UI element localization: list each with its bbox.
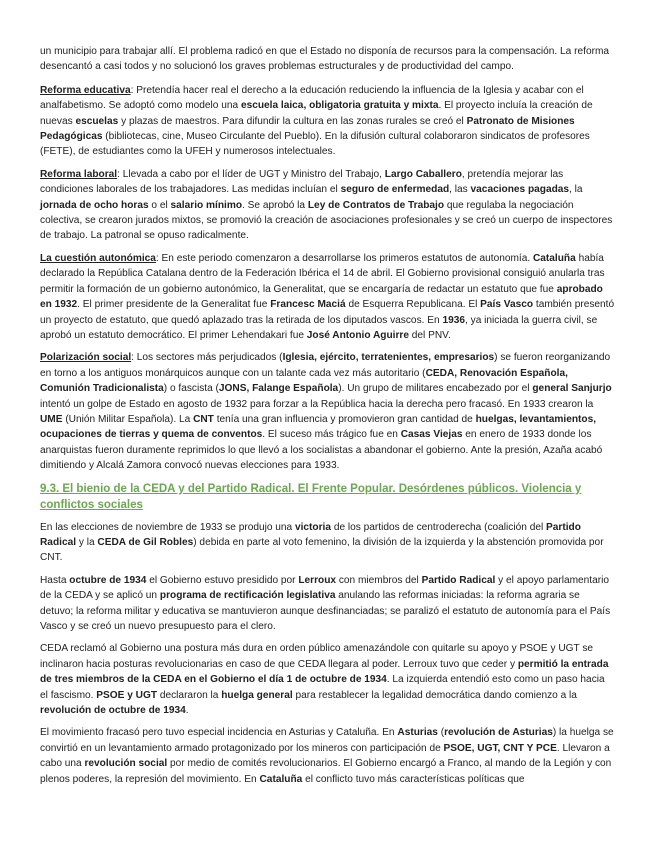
text-run: y la bbox=[76, 536, 98, 548]
bold-text: Patronato de Misiones Pedagógicas bbox=[40, 115, 575, 143]
bold-text: UME bbox=[40, 413, 63, 425]
bold-text: País Vasco bbox=[480, 299, 534, 311]
text-run: : Llevada a cabo por el líder de UGT y Ministro del Trabajo, bbox=[117, 168, 385, 180]
bold-text: escuelas bbox=[75, 115, 119, 127]
bold-text: vacaciones pagadas bbox=[470, 184, 570, 196]
bold-text: huelga general bbox=[221, 689, 293, 701]
paragraph-social-polarization bbox=[40, 350, 615, 473]
text-run: anulando las reformas iniciadas: la reforma agraria se detuvo; la reforma militar y educativa se mantuvieron aunque desfinanciadas; se paralizó el estatuto de autonomía para el País Vasco y se creó un nuevo presupuesto para el clero. bbox=[40, 590, 611, 632]
text-run: que regulaba la negociación colectiva, se crearon jurados mixtos, se promovió la creación de asociaciones profesionales y se creó un cuerpo de inspectores de trabajo. La patronal se opuso radicalmente. bbox=[40, 199, 613, 242]
text-run: ( bbox=[437, 727, 445, 739]
text-run: . Se aprobó la bbox=[242, 199, 308, 211]
bold-text: programa de rectificación legislativa bbox=[159, 590, 336, 602]
bold-text: Partido Radical bbox=[421, 574, 496, 586]
text-run: declararon la bbox=[157, 689, 222, 701]
text-run: y plazas de maestros. Para difundir la cultura en las zonas rurales se creó el bbox=[118, 115, 467, 127]
bold-text: CEDA de Gil Robles bbox=[97, 536, 194, 548]
bold-text: revolución de Asturias bbox=[444, 727, 553, 739]
bold-text: huelgas, levantamientos, ocupaciones de tierras y quema de conventos bbox=[40, 413, 597, 441]
bold-text: Asturias bbox=[397, 727, 438, 739]
text-run: , ya iniciada la guerra civil, se aprobó un estatuto democrático. El primer Lehendakari fue bbox=[40, 314, 598, 341]
text-run: , las bbox=[449, 184, 471, 196]
paragraph-ceda-entry bbox=[40, 641, 615, 718]
bold-text: victoria bbox=[294, 521, 332, 533]
bold-text: Ley de Contratos de Trabajo bbox=[307, 199, 445, 211]
paragraph-education-reform bbox=[40, 83, 615, 160]
bold-text: PSOE, UGT, CNT Y PCE bbox=[443, 742, 557, 754]
text-run: . El suceso más trágico fue en bbox=[262, 429, 401, 441]
text-run: (Unión Militar Española). La bbox=[62, 413, 194, 425]
bold-text: revolución de octubre de 1934 bbox=[40, 705, 186, 717]
text-run: había declarado la República Catalana dentro de la Federación Ibérica el 14 de abril. El Gobierno provisional consiguió anularla tras permitir la formación de un gobierno autonómico, la Generalitat, que se encargaría de redactar un estatuto que fue bbox=[40, 252, 605, 295]
text-run: por medio de comités revolucionarios. El Gobierno encargó a Franco, al mando de la Legión y con plenos poderes, la represión del movimiento. En bbox=[40, 758, 612, 785]
text-run: : Pretendía hacer real el derecho a la educación reduciendo la influencia de la Iglesia y acabar con el analfabetismo. Se adoptó como modelo una bbox=[40, 84, 584, 112]
bold-text: 1936 bbox=[442, 314, 465, 326]
text-run: ) o fascista ( bbox=[163, 383, 219, 395]
underlined-topic-label: Reforma laboral bbox=[40, 168, 118, 180]
paragraph-labor-reform bbox=[40, 167, 615, 244]
bold-text: aprobado en 1932 bbox=[40, 283, 603, 311]
text-run: ) se fueron reorganizando en torno a los antiguos monárquicos aunque con un talante cada vez más autoritario ( bbox=[40, 352, 611, 379]
bold-text: salario mínimo bbox=[170, 199, 243, 211]
section-heading: 9.3. El bienio de la CEDA y del Partido Radical. El Frente Popular. Desórdenes públicos. Violencia y conflictos sociales bbox=[40, 482, 582, 511]
paragraph-agrarian-end bbox=[40, 44, 615, 75]
text-run: de los partidos de centroderecha (coalición del bbox=[331, 521, 547, 533]
bold-text: seguro de enfermedad bbox=[340, 184, 450, 196]
text-run: también presentó un proyecto de estatuto, que quedó aplazado tras la retirada de los diputados vascos. En bbox=[40, 299, 615, 326]
text-run: un municipio para trabajar allí. El problema radicó en que el Estado no disponía de recursos para la compensación. La reforma desencantó a casi todos y no solucionó los graves problemas estructurales y de productividad del campo. bbox=[40, 46, 610, 73]
text-run: : En este periodo comenzaron a desarrollarse los primeros estatutos de autonomía. bbox=[155, 252, 533, 264]
text-run: el Gobierno estuvo presidido por bbox=[146, 574, 299, 586]
paragraph-autonomy-question bbox=[40, 251, 615, 343]
text-run: . El primer presidente de la Generalitat fue bbox=[77, 299, 271, 311]
bold-text: JONS, Falange Española bbox=[218, 383, 339, 395]
text-run: (bibliotecas, cine, Museo Circulante del Pueblo). En la difusión cultural colaboraron sindicatos de profesores (FETE), de estudiantes como la UFEH y numerosos intelectuales. bbox=[40, 131, 590, 158]
bold-text: PSOE y UGT bbox=[96, 689, 158, 701]
paragraph-lerroux-government bbox=[40, 573, 615, 635]
bold-text: permitió la entrada de tres miembros de la CEDA en el Gobierno el día 1 de octubre de 1934 bbox=[40, 658, 609, 686]
text-run: en enero de 1933 donde los anarquistas fueron duramente reprimidos lo que llevó a los socialistas a abandonar el gobierno. Ante la presión, Azaña acabó dimitiendo y Alcalá Zamora convocó nuevas elecciones para 1933. bbox=[40, 429, 603, 472]
text-run: y el apoyo parlamentario de la CEDA y se aplicó un bbox=[40, 574, 610, 602]
bold-text: José Antonio Aguirre bbox=[306, 329, 409, 341]
text-run: tenía una gran influencia y promovieron gran cantidad de bbox=[213, 413, 476, 425]
text-run: del PNV. bbox=[408, 329, 451, 341]
text-run: . El proyecto incluía la creación de nuevas bbox=[40, 100, 593, 127]
text-run: En las elecciones de noviembre de 1933 se produjo una bbox=[40, 521, 295, 533]
text-run: CEDA reclamó al Gobierno una postura más dura en orden público amenazándole con quitarle su apoyo y PSOE y UGT se inclinaron hacia posturas revolucionarias en caso de que CEDA llegara al poder. Lerroux tuvo que ceder y bbox=[40, 643, 594, 670]
text-run: Hasta bbox=[40, 574, 70, 586]
underlined-topic-label: Polarización social bbox=[40, 352, 132, 364]
text-run: . bbox=[185, 705, 189, 717]
text-run: el conflicto tuvo más características políticas que bbox=[302, 773, 525, 785]
text-run: de Esquerra Republicana. El bbox=[345, 299, 481, 311]
text-run: ). Un grupo de militares encabezado por el bbox=[338, 383, 533, 395]
bold-text: Iglesia, ejército, terratenientes, empresarios bbox=[282, 352, 495, 364]
text-run: para restablecer la legalidad democrática dando comienzo a la bbox=[292, 689, 577, 701]
underlined-topic-label: La cuestión autonómica bbox=[40, 252, 156, 264]
bold-text: octubre de 1934 bbox=[69, 574, 147, 586]
bold-text: Cataluña bbox=[259, 773, 303, 785]
text-run: o el bbox=[148, 199, 171, 211]
bold-text: CEDA, Renovación Española, Comunión Tradicionalista bbox=[40, 367, 568, 395]
text-run: . La izquierda entendió esto como un paso hacia el fascismo. bbox=[40, 674, 605, 701]
bold-text: CNT bbox=[193, 413, 214, 425]
text-run: , la bbox=[569, 184, 583, 196]
bold-text: jornada de ocho horas bbox=[40, 199, 149, 211]
text-run: ) la huelga se convirtió en un levantamiento armado protagonizado por los mineros con participación de bbox=[40, 727, 614, 754]
text-run: : Los sectores más perjudicados ( bbox=[131, 352, 283, 364]
paragraph-asturias-revolution bbox=[40, 725, 615, 787]
text-run: , pretendía mejorar las condiciones laborales de los trabajadores. Las medidas incluían el bbox=[40, 168, 564, 196]
underlined-topic-label: Reforma educativa bbox=[40, 84, 131, 96]
bold-text: Francesc Maciá bbox=[270, 299, 346, 311]
text-run: ) debida en parte al voto femenino, la división de la izquierda y la abstención promovida por CNT. bbox=[40, 536, 604, 564]
bold-text: Lerroux bbox=[298, 574, 337, 586]
text-run: con miembros del bbox=[336, 574, 422, 586]
bold-text: general Sanjurjo bbox=[532, 383, 612, 395]
bold-text: Cataluña bbox=[532, 252, 576, 264]
bold-text: Partido Radical bbox=[40, 521, 581, 548]
bold-text: Casas Viejas bbox=[400, 429, 463, 441]
text-run: intentó un golpe de Estado en agosto de 1932 para forzar a la República hacia la derecha pero fracasó. En 1933 crearon la bbox=[40, 398, 594, 410]
bold-text: Largo Caballero bbox=[384, 168, 462, 180]
text-run: . Llevaron a cabo una bbox=[40, 742, 610, 770]
bold-text: escuela laica, obligatoria gratuita y mixta bbox=[240, 100, 439, 112]
text-run: El movimiento fracasó pero tuvo especial incidencia en Asturias y Cataluña. En bbox=[40, 727, 398, 739]
paragraph-1933-elections bbox=[40, 520, 615, 566]
bold-text: revolución social bbox=[84, 758, 168, 770]
